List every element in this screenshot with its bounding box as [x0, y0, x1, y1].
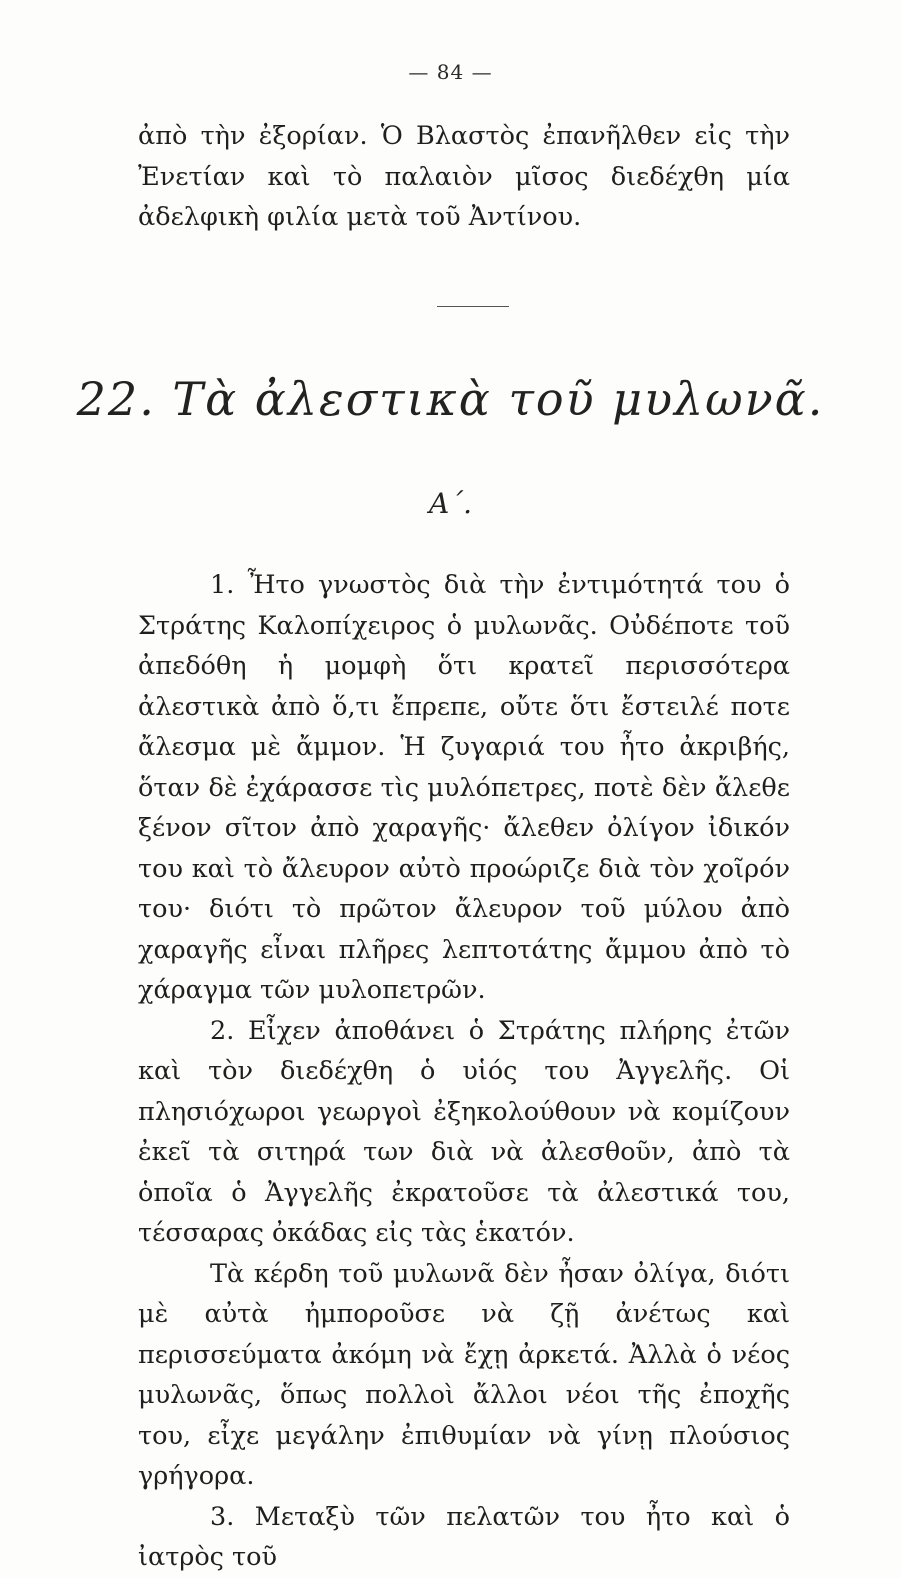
- paragraph-4: 3. Μεταξὺ τῶν πελατῶν του ἦτο καὶ ὁ ἰατρὸς τοῦ: [138, 1501, 790, 1572]
- section-divider-rule: [437, 306, 509, 307]
- intro-paragraph: ἀπὸ τὴν ἐξορίαν. Ὁ Βλαστὸς ἐπανῆλθεν εἰς τὴν Ἐνετίαν καὶ τὸ παλαιὸν μῖσος διεδέχθη μία ἀδελφικὴ φιλία μετὰ τοῦ Ἀντίνου.: [138, 121, 790, 232]
- paragraph-2: 2. Εἶχεν ἀποθάνει ὁ Στράτης πλήρης ἐτῶν καὶ τὸν διεδέχθη ὁ υἱός του Ἀγγελῆς. Οἱ πλησιόχωροι γεωργοὶ ἐξηκολούθουν νὰ κομίζουν ἐκεῖ τὰ σιτηρά των διὰ νὰ ἀλεσθοῦν, ἀπὸ τὰ ὁποῖα ὁ Ἀγγελῆς ἐκρατοῦσε τὰ ἀλεστικά του, τέσσαρας ὀκάδας εἰς τὰς ἑκατόν.: [138, 1015, 790, 1248]
- page-number: — 84 —: [408, 60, 493, 84]
- paragraph-3: Τὰ κέρδη τοῦ μυλωνᾶ δὲν ἦσαν ὀλίγα, διότι μὲ αὐτὰ ἠμποροῦσε νὰ ζῇ ἀνέτως καὶ περισσεύματα ἀκόμη νὰ ἔχῃ ἀρκετά. Ἀλλὰ ὁ νέος μυλωνᾶς, ὅπως πολλοὶ ἄλλοι νέοι τῆς ἐποχῆς του, εἶχε μεγάλην ἐπιθυμίαν νὰ γίνῃ πλούσιος γρήγορα.: [138, 1258, 790, 1491]
- intro-text-block: [138, 116, 790, 238]
- chapter-title: 22. Τὰ ἀλεστικὰ τοῦ μυλωνᾶ.: [76, 372, 825, 426]
- section-mark: Α΄.: [428, 487, 473, 520]
- paragraph-1: 1. Ἦτο γνωστὸς διὰ τὴν ἐντιμότητά του ὁ Στράτης Καλοπίχειρος ὁ μυλωνᾶς. Οὐδέποτε τοῦ ἀπεδόθη ἡ μομφὴ ὅτι κρατεῖ περισσότερα ἀλεστικὰ ἀπὸ ὅ,τι ἔπρεπε, οὔτε ὅτι ἔστειλέ ποτε ἄλεσμα μὲ ἄμμον. Ἡ ζυγαριά του ἦτο ἀκριβής, ὅταν δὲ ἐχάρασσε τὶς μυλόπετρες, ποτὲ δὲν ἄλεθε ξένον σῖτον ἀπὸ χαραγῆς· ἄλεθεν ὀλίγον ἰδικόν του καὶ τὸ ἄλευρον αὐτὸ προώριζε διὰ τὸν χοῖρόν του· διότι τὸ πρῶτον ἄλευρον τοῦ μύλου ἀπὸ χαραγῆς εἶναι πλῆρες λεπτοτάτης ἄμμου ἀπὸ τὸ χάραγμα τῶν μυλοπετρῶν.: [138, 570, 790, 1005]
- main-text-block: [138, 565, 790, 1578]
